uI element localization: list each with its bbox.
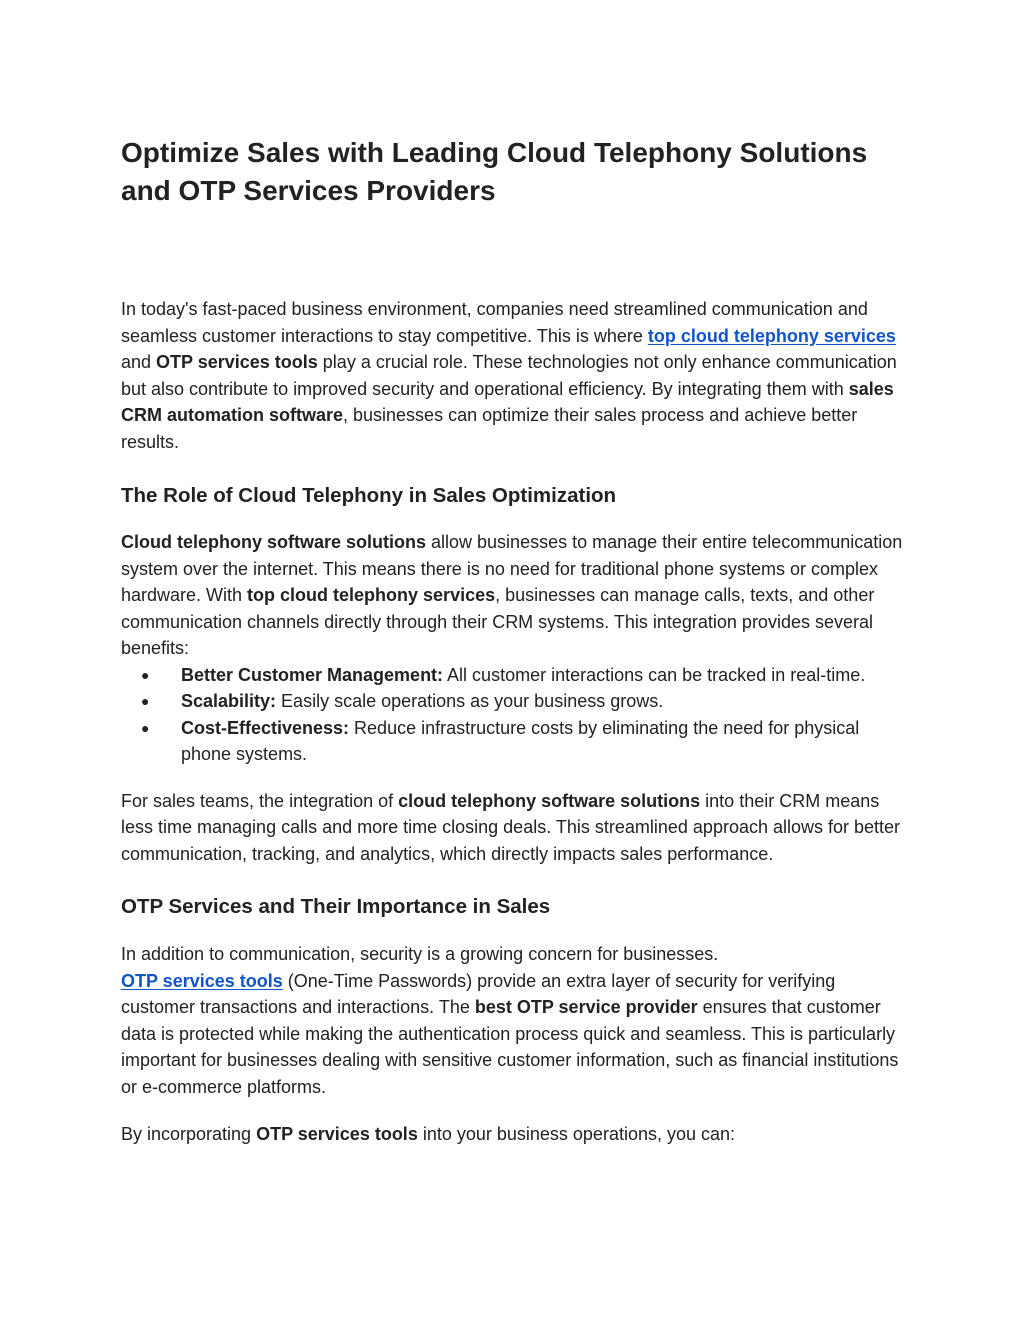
page-title: Optimize Sales with Leading Cloud Telephony Solutions and OTP Services Providers — [121, 137, 868, 206]
cloud-bold-2: top cloud telephony services — [247, 585, 496, 605]
intro-bold-crm: sales CRM automation software — [121, 378, 894, 425]
otp-services-tools-link[interactable]: OTP services tools — [121, 970, 283, 991]
intro-text-4: , businesses can optimize their sales process and achieve better results. — [121, 405, 858, 452]
bullet-icon: ● — [141, 666, 150, 683]
incorp-text-1: By incorporating — [121, 1124, 257, 1144]
list-item — [121, 662, 911, 689]
sales-bold-1: cloud telephony software solutions — [398, 790, 701, 811]
incorp-bold-1: OTP services tools — [256, 1124, 418, 1144]
cloud-text-2: , businesses can manage calls, texts, and other communication channels directly through their CRM systems. This integration provides several benefits: — [121, 585, 875, 658]
incorporating-paragraph — [121, 1121, 911, 1148]
sales-teams-paragraph — [121, 788, 911, 868]
intro-text-2: and — [121, 352, 157, 372]
list-item-text: All customer interactions can be tracked in real-time. — [443, 664, 866, 685]
section-heading-otp: OTP Services and Their Importance in Sales — [121, 895, 551, 918]
otp-text-2: (One-Time Passwords) provide an extra layer of security for verifying customer transactions and interactions. The — [121, 970, 836, 1017]
sales-text-2: into their CRM means less time managing calls and more time closing deals. This streamlined approach allows for better communication, tracking, and analytics, which directly impacts sales performance. — [121, 790, 901, 864]
cloud-telephony-paragraph — [121, 529, 911, 662]
top-cloud-telephony-link[interactable]: top cloud telephony services — [647, 325, 896, 346]
section-heading-cloud-telephony: The Role of Cloud Telephony in Sales Optimization — [121, 484, 617, 507]
incorp-text-2: into your business operations, you can: — [417, 1124, 736, 1144]
otp-bold-provider: best OTP service provider — [474, 997, 698, 1017]
list-item-text: Reduce infrastructure costs by eliminating the need for physical phone systems. — [181, 717, 860, 764]
list-item-label: Cost-Effectiveness: — [181, 717, 350, 738]
benefits-list — [121, 662, 911, 768]
bullet-icon: ● — [141, 719, 150, 736]
document-content — [121, 134, 911, 1148]
bullet-icon: ● — [141, 693, 150, 709]
intro-paragraph — [121, 296, 911, 455]
otp-paragraph — [121, 941, 911, 1100]
intro-text-1: In today's fast-paced business environment, companies need streamlined communication and seamless customer interactions to stay competitive. This is where — [121, 299, 868, 346]
intro-bold-otp: OTP services tools — [156, 352, 318, 372]
list-item-text: Easily scale operations as your business grows. — [276, 691, 664, 711]
list-item-label: Better Customer Management: — [181, 664, 444, 685]
otp-text-1: In addition to communication, security is a growing concern for businesses. — [121, 944, 719, 964]
otp-text-3: ensures that customer data is protected while making the authentication process quick and seamless. This is particularly important for businesses dealing with sensitive customer information, such as financial institutions or e-commerce platforms. — [121, 997, 899, 1097]
list-item — [121, 688, 911, 715]
sales-text-1: For sales teams, the integration of — [121, 790, 399, 811]
cloud-text-1: allow businesses to manage their entire telecommunication system over the internet. This means there is no need for traditional phone systems or complex hardware. With — [121, 532, 903, 605]
cloud-bold-1: Cloud telephony software solutions — [121, 532, 427, 552]
intro-text-3: play a crucial role. These technologies not only enhance communication but also contribute to improved security and operational efficiency. By integrating them with — [121, 352, 897, 399]
list-item-label: Scalability: — [181, 691, 277, 711]
list-item — [121, 715, 911, 768]
